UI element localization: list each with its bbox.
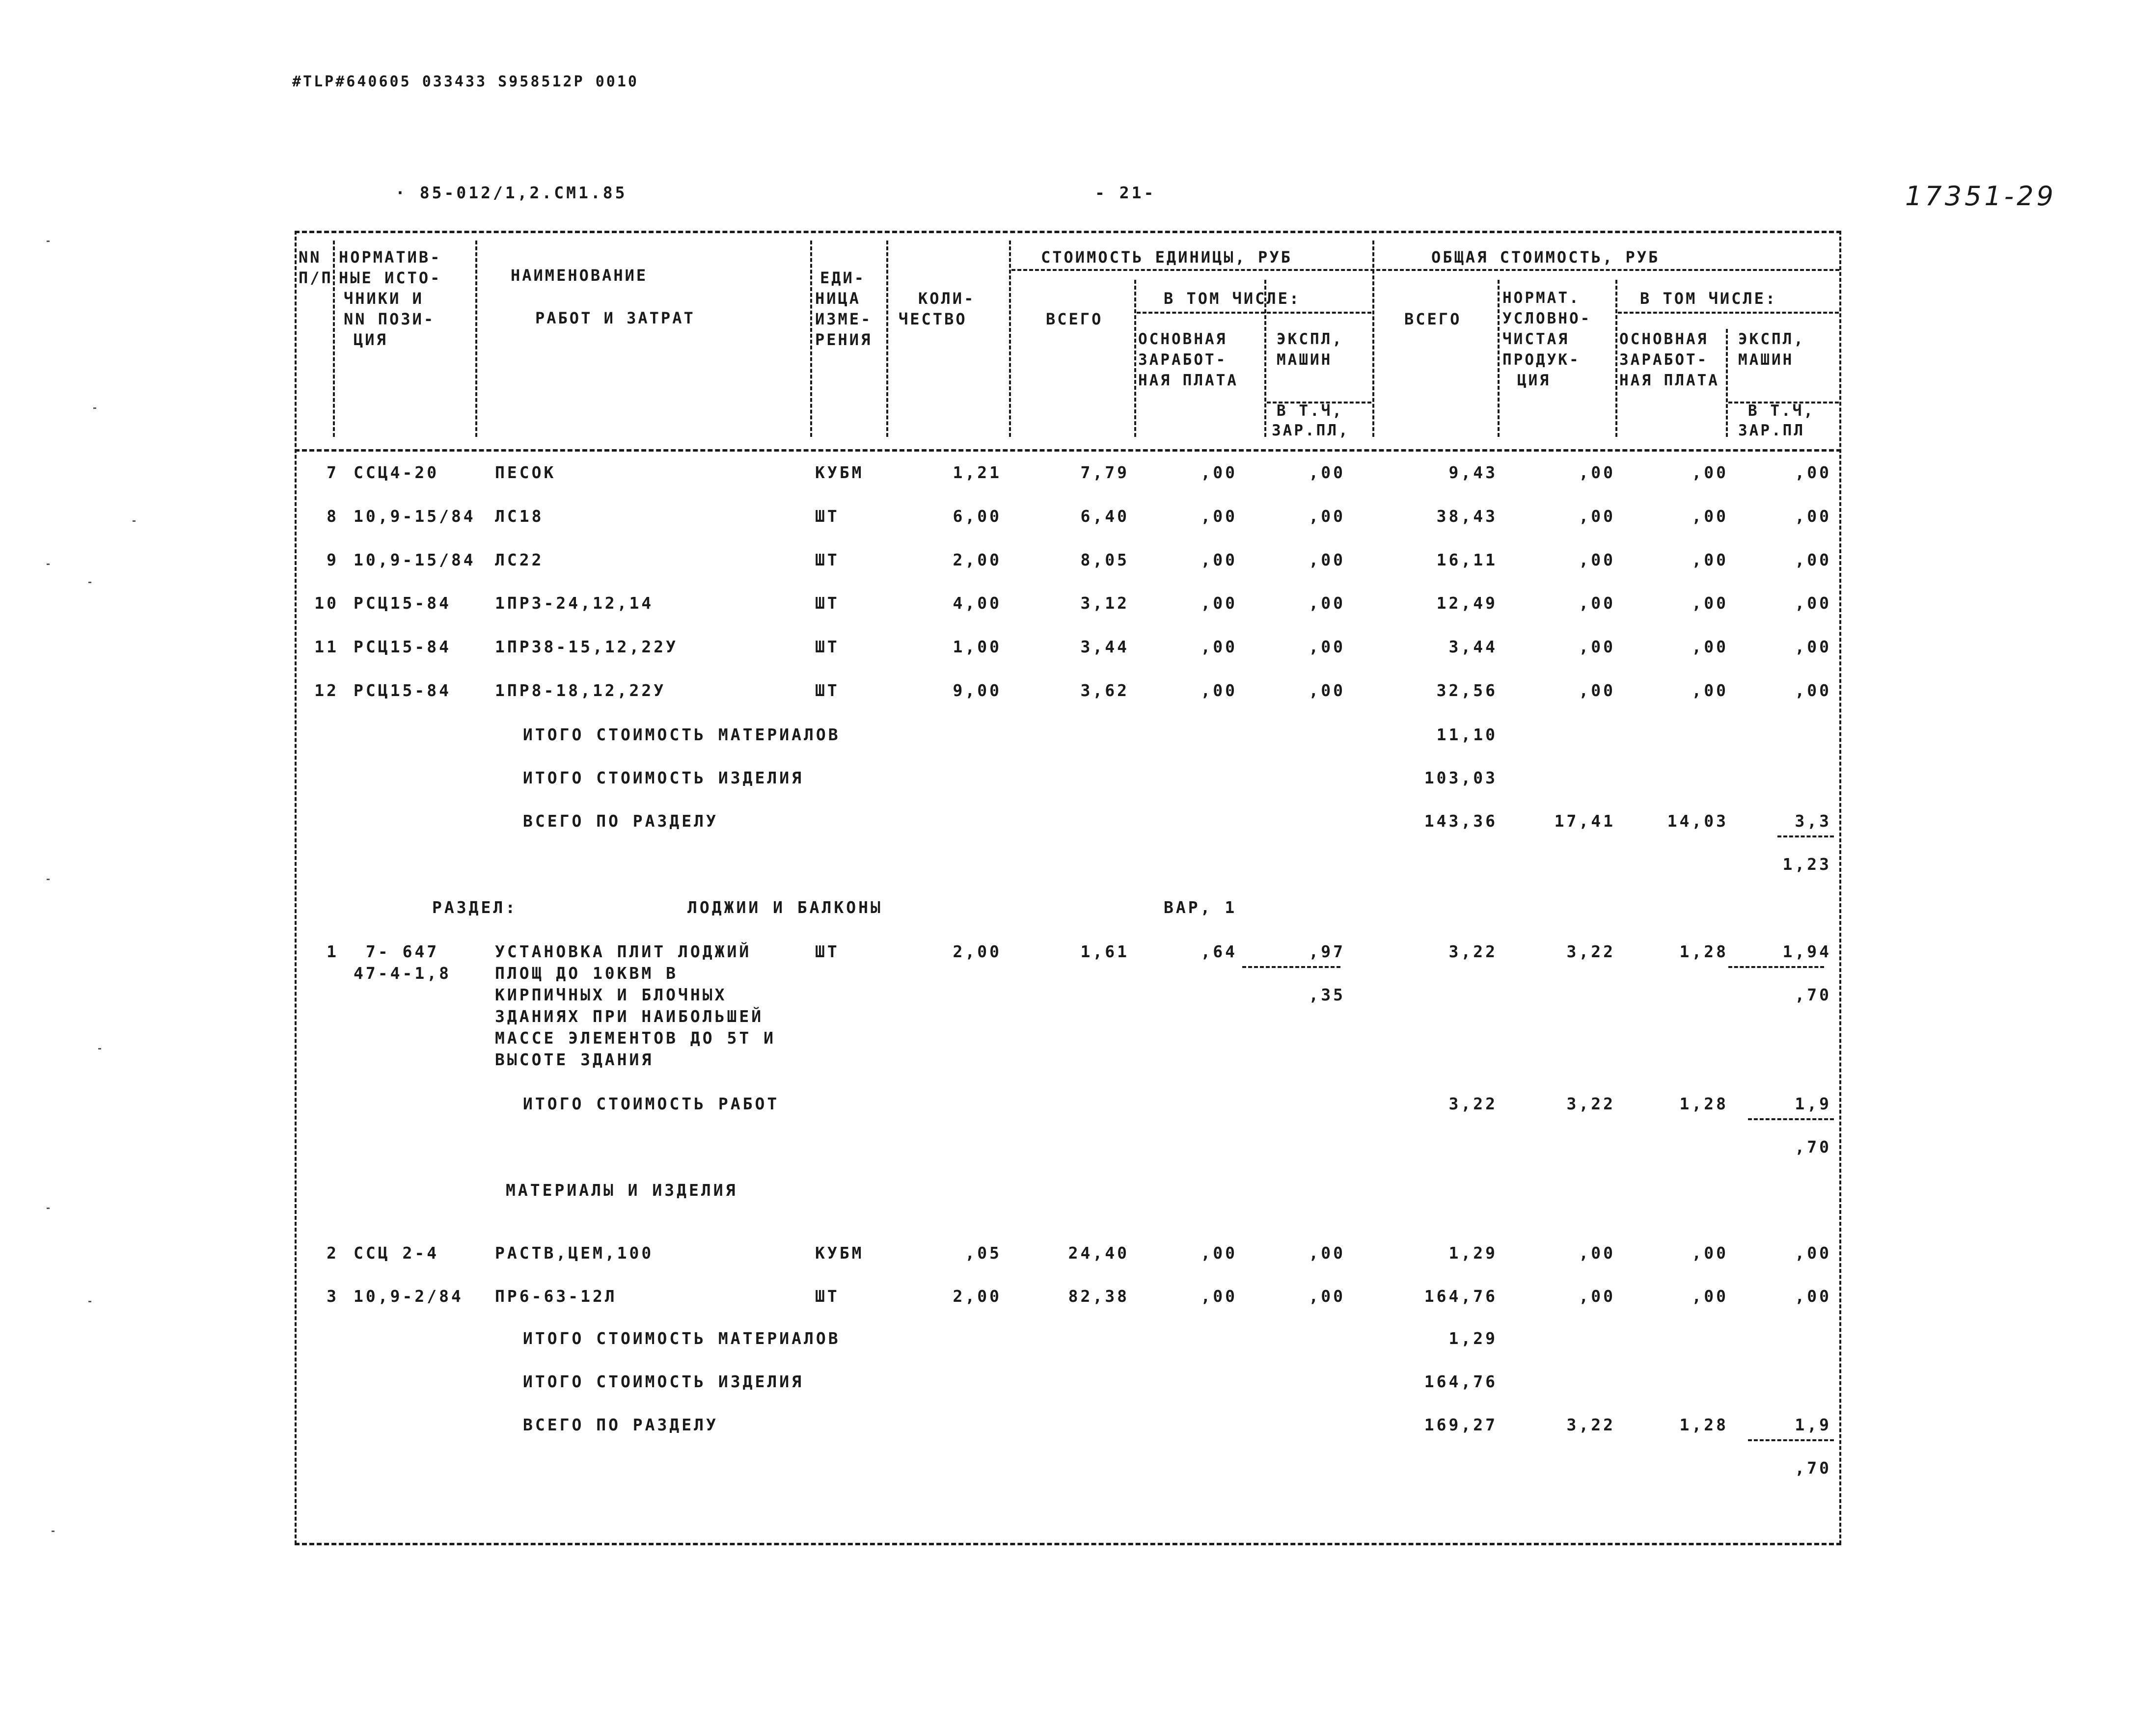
cell-unit: ШТ xyxy=(815,1287,840,1306)
work-name-1: УСТАНОВКА ПЛИТ ЛОДЖИЙ xyxy=(495,942,752,961)
col-name-2: РАБОТ И ЗАТРАТ xyxy=(535,309,695,327)
handwritten-stamp: 17351-29 xyxy=(1905,181,2056,212)
cell-osn: ,00 xyxy=(1201,1243,1237,1263)
work-code-2: 47-4-1,8 xyxy=(354,964,451,983)
cell-tosn: ,00 xyxy=(1692,550,1728,569)
col-teks-1: ЭКСПЛ, xyxy=(1738,330,1805,348)
col-teks-2: МАШИН xyxy=(1738,351,1794,369)
cell-unit: ШТ xyxy=(815,506,840,526)
cell-n: 11 xyxy=(314,637,339,657)
cell-n: 2 xyxy=(327,1243,339,1263)
sum-work-total: 3,22 xyxy=(1448,1094,1498,1113)
cell-unit: КУБМ xyxy=(815,463,864,482)
sum1-izd-value: 103,03 xyxy=(1424,768,1498,787)
cell-total: 1,29 xyxy=(1448,1243,1498,1263)
sum2-izd-label: ИТОГО СТОИМОСТЬ ИЗДЕЛИЯ xyxy=(523,1372,804,1391)
sum2-all-vtch: ,70 xyxy=(1795,1458,1831,1478)
work-name-6: ВЫСОТЕ ЗДАНИЯ xyxy=(495,1050,654,1069)
col-norm-4: NN ПОЗИ- xyxy=(344,310,436,328)
col-nuc-4: ПРОДУК- xyxy=(1502,351,1581,369)
cell-name: ЛС18 xyxy=(495,506,544,526)
col-nn: NN xyxy=(299,248,322,267)
cell-n: 8 xyxy=(327,506,339,526)
cell-unit: ШТ xyxy=(815,681,840,700)
sum-work-label: ИТОГО СТОИМОСТЬ РАБОТ xyxy=(523,1094,780,1113)
scan-speck xyxy=(93,407,96,409)
col-unit-cost: СТОИМОСТЬ ЕДИНИЦЫ, РУБ xyxy=(1041,248,1292,267)
fraction-line xyxy=(1777,835,1834,837)
scan-speck xyxy=(52,1531,55,1532)
cell-nuc: ,00 xyxy=(1579,463,1615,482)
col-norm-3: ЧНИКИ И xyxy=(344,289,424,308)
work-code-1: 7- 647 xyxy=(366,942,439,961)
cell-name: ПР6-63-12Л xyxy=(495,1287,617,1306)
col-vtch-1: В Т.Ч, xyxy=(1277,402,1343,420)
header-sep xyxy=(475,241,477,437)
sum1-izd-label: ИТОГО СТОИМОСТЬ ИЗДЕЛИЯ xyxy=(523,768,804,787)
table-right-border xyxy=(1839,231,1841,1544)
work-tosn: 1,28 xyxy=(1679,942,1728,961)
col-qty-1: КОЛИ- xyxy=(918,289,976,308)
cell-tosn: ,00 xyxy=(1692,593,1728,613)
cell-nuc: ,00 xyxy=(1579,550,1615,569)
col-pp: П/П xyxy=(299,269,333,287)
work-price: 1,61 xyxy=(1080,942,1129,961)
table-left-border xyxy=(295,231,297,1544)
col-unit-3: ИЗМЕ- xyxy=(815,310,873,328)
cell-nuc: ,00 xyxy=(1579,681,1615,700)
cell-eks: ,00 xyxy=(1309,463,1345,482)
sum1-mat-value: 11,10 xyxy=(1436,725,1498,744)
work-name-3: КИРПИЧНЫХ И БЛОЧНЫХ xyxy=(495,985,727,1004)
cell-tosn: ,00 xyxy=(1692,681,1728,700)
header-sep xyxy=(1615,280,1617,437)
cell-tosn: ,00 xyxy=(1692,1287,1728,1306)
work-number: 1 xyxy=(327,942,339,961)
fraction-line xyxy=(1728,966,1824,968)
cell-n: 3 xyxy=(327,1287,339,1306)
col-tosn-2: ЗАРАБОТ- xyxy=(1619,351,1709,369)
cell-code: ССЦ4-20 xyxy=(354,463,439,482)
scan-speck xyxy=(88,582,91,583)
sum2-all-nuc: 3,22 xyxy=(1566,1415,1615,1434)
cell-total: 9,43 xyxy=(1448,463,1498,482)
cell-eks: ,00 xyxy=(1309,681,1345,700)
col-tvtch-1: В Т.Ч, xyxy=(1748,402,1815,420)
header-sep xyxy=(1498,280,1500,437)
cell-price: 3,12 xyxy=(1080,593,1129,613)
page-number: - 21- xyxy=(1095,183,1156,202)
sum1-all-label: ВСЕГО ПО РАЗДЕЛУ xyxy=(523,811,718,831)
work-total: 3,22 xyxy=(1448,942,1498,961)
cell-qty: 9,00 xyxy=(953,681,1002,700)
sum2-all-total: 169,27 xyxy=(1424,1415,1498,1434)
header-sub-line xyxy=(1618,312,1839,314)
cell-nuc: ,00 xyxy=(1579,506,1615,526)
cell-eks: ,00 xyxy=(1309,506,1345,526)
cell-qty: 1,21 xyxy=(953,463,1002,482)
col-unit-1: ЕДИ- xyxy=(820,269,866,287)
cell-qty: 4,00 xyxy=(953,593,1002,613)
cell-price: 24,40 xyxy=(1068,1243,1129,1263)
cell-code: 10,9-15/84 xyxy=(354,550,476,569)
cell-unit: ШТ xyxy=(815,550,840,569)
cell-tosn: ,00 xyxy=(1692,1243,1728,1263)
col-norm-2: НЫЕ ИСТО- xyxy=(339,269,442,287)
section-variant: ВАР, 1 xyxy=(1164,898,1237,917)
header-sep xyxy=(333,241,335,437)
cell-price: 6,40 xyxy=(1080,506,1129,526)
col-tvtch-2: ЗАР.ПЛ xyxy=(1738,422,1805,439)
header-sep xyxy=(886,241,888,437)
cell-total: 38,43 xyxy=(1436,506,1498,526)
cell-name: ПЕСОК xyxy=(495,463,556,482)
col-osn-3: НАЯ ПЛАТА xyxy=(1138,372,1238,389)
cell-name: 1ПР3-24,12,14 xyxy=(495,593,654,613)
cell-osn: ,00 xyxy=(1201,1287,1237,1306)
work-qty: 2,00 xyxy=(953,942,1002,961)
cell-eks: ,00 xyxy=(1309,593,1345,613)
cell-code: РСЦ15-84 xyxy=(354,681,451,700)
sum1-all-vtch: 1,23 xyxy=(1782,855,1831,874)
cell-teks: ,00 xyxy=(1795,1243,1831,1263)
cell-qty: 2,00 xyxy=(953,550,1002,569)
cell-teks: ,00 xyxy=(1795,593,1831,613)
cell-teks: ,00 xyxy=(1795,506,1831,526)
sum-work-eks: 1,9 xyxy=(1795,1094,1831,1113)
work-eks-vtch: ,35 xyxy=(1309,985,1345,1004)
cell-unit: ШТ xyxy=(815,593,840,613)
sum2-all-label: ВСЕГО ПО РАЗДЕЛУ xyxy=(523,1415,718,1434)
cell-unit: КУБМ xyxy=(815,1243,864,1263)
cell-osn: ,00 xyxy=(1201,506,1237,526)
materials-title: МАТЕРИАЛЫ И ИЗДЕЛИЯ xyxy=(506,1181,738,1200)
col-vtch-2: ЗАР.ПЛ, xyxy=(1272,422,1350,439)
scan-speck xyxy=(88,1301,91,1302)
cell-qty: 6,00 xyxy=(953,506,1002,526)
work-nuc: 3,22 xyxy=(1566,942,1615,961)
work-unit: ШТ xyxy=(815,942,840,961)
sum2-all-eks: 1,9 xyxy=(1795,1415,1831,1434)
header-sep xyxy=(1726,329,1728,437)
cell-price: 3,62 xyxy=(1080,681,1129,700)
sum1-mat-label: ИТОГО СТОИМОСТЬ МАТЕРИАЛОВ xyxy=(523,725,841,744)
section-title: ЛОДЖИИ И БАЛКОНЫ xyxy=(687,898,883,917)
header-sep xyxy=(1009,241,1011,437)
section-label: РАЗДЕЛ: xyxy=(432,898,518,917)
col-total-all: ВСЕГО xyxy=(1404,310,1462,328)
cell-code: 10,9-2/84 xyxy=(354,1287,464,1306)
header-sub-line xyxy=(1011,269,1839,271)
cell-qty: ,05 xyxy=(965,1243,1002,1263)
cell-total: 3,44 xyxy=(1448,637,1498,657)
cell-total: 32,56 xyxy=(1436,681,1498,700)
col-eks-2: МАШИН xyxy=(1277,351,1333,369)
cell-teks: ,00 xyxy=(1795,463,1831,482)
cell-code: 10,9-15/84 xyxy=(354,506,476,526)
fraction-line xyxy=(1748,1118,1834,1120)
cell-osn: ,00 xyxy=(1201,593,1237,613)
cell-osn: ,00 xyxy=(1201,681,1237,700)
col-tosn-1: ОСНОВНАЯ xyxy=(1619,330,1709,348)
work-osn: ,64 xyxy=(1201,942,1237,961)
scan-speck xyxy=(133,520,136,522)
header-sep xyxy=(810,241,812,437)
work-name-2: ПЛОЩ ДО 10КВМ В xyxy=(495,964,679,983)
cell-code: РСЦ15-84 xyxy=(354,593,451,613)
col-unit-total: ВСЕГО xyxy=(1046,310,1103,328)
top-code: #TLP#640605 033433 S958512P 0010 xyxy=(292,73,639,90)
work-name-5: МАССЕ ЭЛЕМЕНТОВ ДО 5Т И xyxy=(495,1028,776,1048)
cell-price: 7,79 xyxy=(1080,463,1129,482)
sum2-mat-value: 1,29 xyxy=(1448,1329,1498,1348)
cell-price: 82,38 xyxy=(1068,1287,1129,1306)
cell-code: РСЦ15-84 xyxy=(354,637,451,657)
cell-total: 12,49 xyxy=(1436,593,1498,613)
cell-n: 9 xyxy=(327,550,339,569)
col-name-1: НАИМЕНОВАНИЕ xyxy=(511,266,648,285)
cell-eks: ,00 xyxy=(1309,637,1345,657)
col-norm-1: НОРМАТИВ- xyxy=(339,248,442,267)
sum2-all-osn: 1,28 xyxy=(1679,1415,1728,1434)
cell-nuc: ,00 xyxy=(1579,1287,1615,1306)
document-code: · 85-012/1,2.CM1.85 xyxy=(395,183,628,202)
col-osn-2: ЗАРАБОТ- xyxy=(1138,351,1228,369)
col-unit-4: РЕНИЯ xyxy=(815,330,873,349)
cell-qty: 2,00 xyxy=(953,1287,1002,1306)
scan-speck xyxy=(47,1208,50,1209)
header-bottom-border xyxy=(295,449,1841,452)
cell-eks: ,00 xyxy=(1309,1243,1345,1263)
fraction-line xyxy=(1242,966,1340,968)
work-eks: ,97 xyxy=(1309,942,1345,961)
sum2-izd-value: 164,76 xyxy=(1424,1372,1498,1391)
cell-osn: ,00 xyxy=(1201,463,1237,482)
scan-speck xyxy=(47,241,50,242)
table-bottom-border xyxy=(295,1543,1841,1545)
cell-name: РАСТВ,ЦЕМ,100 xyxy=(495,1243,654,1263)
cell-nuc: ,00 xyxy=(1579,593,1615,613)
col-nuc-3: ЧИСТАЯ xyxy=(1502,330,1569,348)
cell-name: 1ПР8-18,12,22У xyxy=(495,681,666,700)
sum1-all-eks: 3,3 xyxy=(1795,811,1831,831)
cell-nuc: ,00 xyxy=(1579,1243,1615,1263)
cell-eks: ,00 xyxy=(1309,1287,1345,1306)
sum-work-osn: 1,28 xyxy=(1679,1094,1728,1113)
cell-teks: ,00 xyxy=(1795,637,1831,657)
table-top-border xyxy=(295,231,1841,233)
cell-tosn: ,00 xyxy=(1692,637,1728,657)
header-sub-line xyxy=(1137,312,1371,314)
work-teks-vtch: ,70 xyxy=(1795,985,1831,1004)
work-name-4: ЗДАНИЯХ ПРИ НАИБОЛЬШЕЙ xyxy=(495,1007,764,1026)
sum1-all-osn: 14,03 xyxy=(1667,811,1728,831)
col-qty-2: ЧЕСТВО xyxy=(899,310,967,328)
cell-price: 8,05 xyxy=(1080,550,1129,569)
cell-teks: ,00 xyxy=(1795,550,1831,569)
scan-speck xyxy=(98,1048,101,1049)
cell-nuc: ,00 xyxy=(1579,637,1615,657)
cell-unit: ШТ xyxy=(815,637,840,657)
col-tosn-3: НАЯ ПЛАТА xyxy=(1619,372,1719,389)
cell-name: 1ПР38-15,12,22У xyxy=(495,637,679,657)
cell-qty: 1,00 xyxy=(953,637,1002,657)
fraction-line xyxy=(1748,1439,1834,1441)
cell-n: 12 xyxy=(314,681,339,700)
cell-tosn: ,00 xyxy=(1692,463,1728,482)
cell-code: ССЦ 2-4 xyxy=(354,1243,439,1263)
col-osn-1: ОСНОВНАЯ xyxy=(1138,330,1228,348)
header-sep xyxy=(1134,280,1136,437)
scan-speck xyxy=(47,564,50,565)
sum2-mat-label: ИТОГО СТОИМОСТЬ МАТЕРИАЛОВ xyxy=(523,1329,841,1348)
col-eks-1: ЭКСПЛ, xyxy=(1277,330,1343,348)
col-unit-2: НИЦА xyxy=(815,289,861,308)
cell-tosn: ,00 xyxy=(1692,506,1728,526)
col-nuc-1: НОРМАТ. xyxy=(1502,289,1581,307)
work-teks: 1,94 xyxy=(1782,942,1831,961)
sum-work-nuc: 3,22 xyxy=(1566,1094,1615,1113)
cell-price: 3,44 xyxy=(1080,637,1129,657)
cell-teks: ,00 xyxy=(1795,1287,1831,1306)
cell-osn: ,00 xyxy=(1201,637,1237,657)
sum1-all-total: 143,36 xyxy=(1424,811,1498,831)
cell-osn: ,00 xyxy=(1201,550,1237,569)
sum1-all-nuc: 17,41 xyxy=(1554,811,1615,831)
col-unit-incl: В ТОМ ЧИСЛЕ: xyxy=(1164,289,1301,308)
cell-name: ЛС22 xyxy=(495,550,544,569)
cell-n: 10 xyxy=(314,593,339,613)
scan-speck xyxy=(47,879,50,880)
col-nuc-2: УСЛОВНО- xyxy=(1502,310,1592,327)
cell-n: 7 xyxy=(327,463,339,482)
cell-teks: ,00 xyxy=(1795,681,1831,700)
cell-total: 164,76 xyxy=(1424,1287,1498,1306)
cell-eks: ,00 xyxy=(1309,550,1345,569)
col-total-incl: В ТОМ ЧИСЛЕ: xyxy=(1640,289,1777,308)
col-total-cost: ОБЩАЯ СТОИМОСТЬ, РУБ xyxy=(1431,248,1660,267)
sum-work-vtch: ,70 xyxy=(1795,1137,1831,1157)
col-nuc-5: ЦИЯ xyxy=(1517,372,1551,389)
col-norm-5: ЦИЯ xyxy=(354,330,388,349)
cell-total: 16,11 xyxy=(1436,550,1498,569)
